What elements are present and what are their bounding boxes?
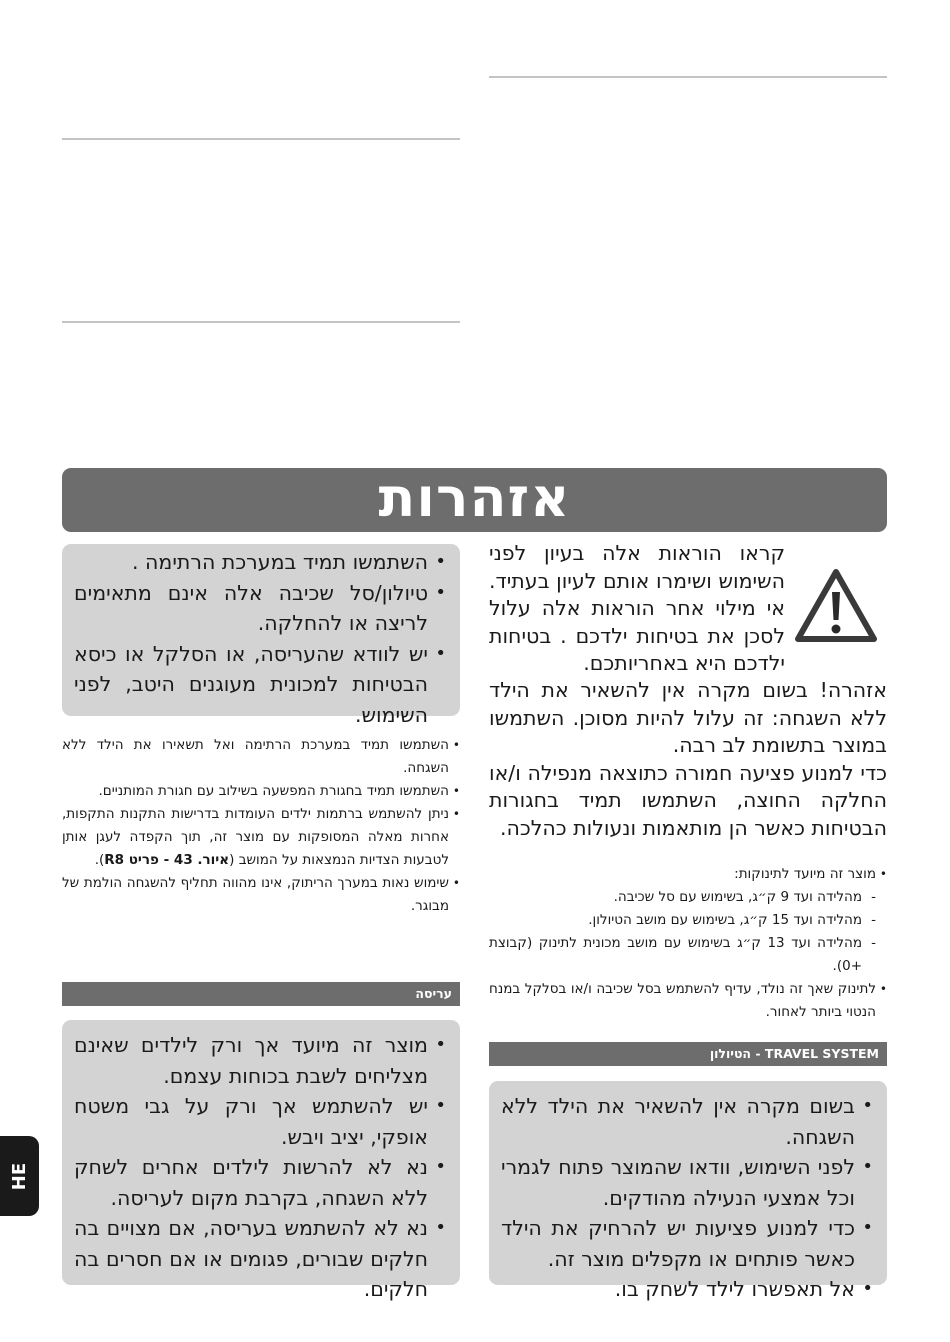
bassinet-item: • נא לא להרשות לילדים אחרים לשחק ללא השגחה, בקרבת מקום לעריסה. [74, 1152, 446, 1213]
restraint-item: • השתמשו תמיד במערכת הרתימה . [74, 547, 446, 578]
newborn-note: • לתינוק שאך זה נולד, עדיף להשתמש בסל שכיבה ו/או בסלקל במנח הנטוי ביותר לאחור. [489, 978, 887, 1024]
travel-system-item: • אל תאפשרו לילד לשחק בו. [501, 1274, 873, 1305]
travel-system-item: • לפני השימוש, וודאו שהמוצר פתוח לגמרי וכל אמצעי הנעילה מהודקים. [501, 1152, 873, 1213]
small-notes-section [62, 734, 460, 918]
intro-continued [489, 677, 887, 842]
small-note-item: • השתמשו תמיד במערכת הרתימה ואל תשאירו את הילד ללא השגחה. [62, 734, 460, 780]
title-banner [62, 468, 887, 532]
travel-system-box [489, 1081, 887, 1301]
warning-triangle-icon [794, 568, 878, 644]
top-right-rule [489, 76, 887, 78]
restraint-item: • יש לוודא שהעריסה, או הסלקל או כיסא הבטיחות למכונית מעוגנים היטב, לפני השימוש. [74, 639, 446, 731]
restraint-item: • טיולון/סל שכיבה אלה אינם מתאימים לריצה או להחלקה. [74, 578, 446, 639]
intro-paragraph: קראו הוראות אלה בעיון לפני השימוש ושימרו אותם לעיון בעתיד. אי מילוי אחר הוראות אלה עלול לסכן את בטיחות ילדכם . בטיחות ילדכם היא באחריותכם. [489, 541, 785, 675]
travel-system-item: • בשום מקרה אין להשאיר את הילד ללא השגחה. [501, 1091, 873, 1152]
small-note-item: • השתמשו תמיד בחגורת המפשעה בשילוב עם חגורת המותניים. [62, 780, 460, 803]
bassinet-item: • נא לא להשתמש בעריסה, אם מצויים בה חלקים שבורים, פגומים או אם חסרים בה חלקים. [74, 1213, 446, 1305]
small-note-text: ניתן להשתמש ברתמות ילדים העומדות בדרישות התקנות התקפות, אחרות מאלה המסופקות עם מוצר זה, תוך הקפדה לעגן אותן לטבעות הצדיות הנמצאות על המושב [62, 806, 449, 868]
suitability-subitem: - מהלידה ועד 13 ק״ג בשימוש עם מושב מכונית לתינוק (קבוצת +0). [489, 932, 876, 978]
suitability-item [489, 863, 887, 978]
bassinet-box [62, 1020, 460, 1301]
suitability-section [489, 863, 887, 1024]
suitability-subitem: - מהלידה ועד 15 ק״ג, בשימוש עם מושב הטיולון. [489, 909, 876, 932]
bassinet-header: עריסה [62, 982, 460, 1006]
suitability-intro: מוצר זה מיועד לתינוקות: [734, 866, 876, 882]
belts-paragraph: כדי למנוע פציעה חמורה כתוצאה מנפילה ו/או החלקה החוצה, השתמשו תמיד בחגורות הבטיחות כאשר הן מותאמות ונעולות כהלכה. [489, 760, 887, 840]
warning-paragraph: אזהרה! בשום מקרה אין להשאיר את הילד ללא השגחה: זה עלול להיות מסוכן. השתמשו במוצר בתשומת לב רבה. [489, 678, 887, 757]
small-note-item: • ניתן להשתמש ברתמות ילדים העומדות בדרישות התקנות התקפות, אחרות מאלה המסופקות עם מוצר זה, תוך הקפדה לעגן אותן לטבעות הצדיות הנמצאות על המושב (איור. 43 - פריט R8). [62, 803, 460, 872]
bassinet-item: • יש להשתמש אך ורק על גבי משטח אופקי, יציב ויבש. [74, 1091, 446, 1152]
top-left-rule [62, 138, 460, 140]
travel-system-item: • כדי למנוע פציעות יש להרחיק את הילד כאשר פותחים או מקפלים מוצר זה. [501, 1213, 873, 1274]
page-title: אזהרות [378, 466, 571, 529]
language-tab-label: HE [9, 1162, 30, 1190]
restraint-box [62, 544, 460, 727]
middle-left-rule [62, 321, 460, 323]
suitability-subitem: - מהלידה ועד 9 ק״ג, בשימוש עם סל שכיבה. [489, 886, 876, 909]
travel-system-header: TRAVEL SYSTEM - הטיולון [489, 1042, 887, 1066]
small-note-item: • שימוש נאות במערך הריתוק, אינו מהווה תחליף להשגחה הולמת של מבוגר. [62, 872, 460, 918]
figure-reference: איור. 43 - פריט R8 [104, 852, 230, 868]
language-tab [0, 1136, 39, 1216]
bassinet-item: • מוצר זה מיועד אך ורק לילדים שאינם מצליחים לשבת בכוחות עצמם. [74, 1030, 446, 1091]
